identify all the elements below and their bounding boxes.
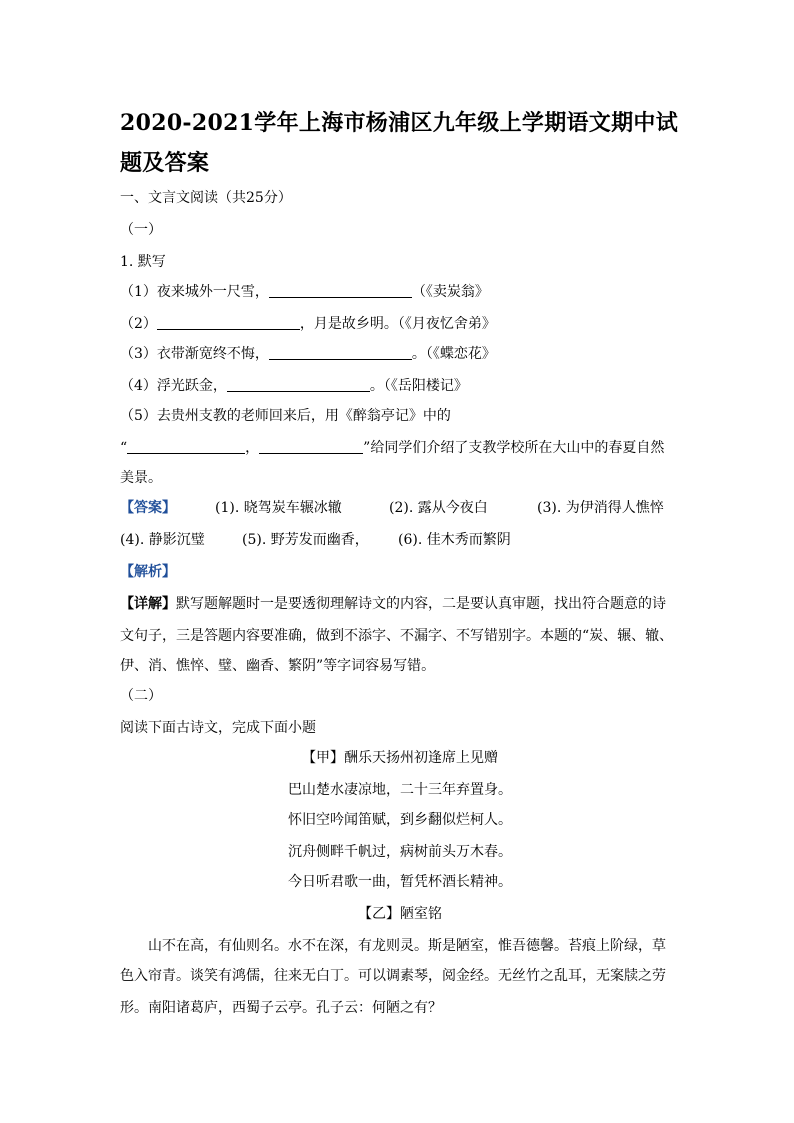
- answer-blank[interactable]: [259, 439, 363, 454]
- answer-blank[interactable]: [227, 377, 370, 392]
- dictation-item-4: [120, 376, 468, 396]
- poem-line: 沉舟侧畔千帆过，病树前头万木春。: [288, 844, 512, 860]
- essay-title: 【乙】陋室铭: [358, 906, 442, 922]
- answer-item: (2). 露从今夜白: [389, 500, 488, 516]
- item-suffix: 。（《岳阳楼记》: [369, 378, 468, 394]
- reading-prompt: 阅读下面古诗文，完成下面小题: [120, 720, 316, 736]
- poem-line: 巴山楚水凄凉地，二十三年弃置身。: [288, 782, 512, 798]
- item-suffix: 。（《蝶恋花》: [411, 346, 496, 362]
- poem-title: 【甲】酬乐天扬州初逢席上见赠: [302, 750, 498, 766]
- detail-line-3: 伊、消、憔悴、璧、幽香、繁阴”等字词容易写错。: [120, 658, 436, 674]
- answer-item: (1). 晓驾炭车辗冰辙: [215, 500, 342, 516]
- item-prefix: （2）: [120, 316, 157, 332]
- part-heading-2: （二）: [120, 688, 162, 704]
- item-suffix: （《卖炭翁》: [411, 284, 489, 300]
- quote-open: “: [120, 440, 128, 456]
- answer-item: (4). 静影沉璧: [120, 532, 205, 548]
- poem-line: 今日听君歌一曲，暂凭杯酒长精神。: [288, 874, 512, 890]
- item-prefix: （3）衣带渐宽终不悔，: [120, 346, 269, 362]
- detail-line-1: [120, 594, 666, 614]
- item-prefix: （1）夜来城外一尺雪，: [120, 284, 269, 300]
- analysis-label: 【解析】: [120, 564, 176, 580]
- detail-line-2: 文句子，三是答题内容要准确，做到不添字、不漏字、不写错别字。本题的“炭、辗、辙、: [120, 628, 674, 644]
- item-suffix: ”给同学们介绍了支教学校所在大山中的春夏自然: [363, 440, 665, 456]
- item-suffix: ，月是故乡明。（《月夜忆舍弟》: [299, 316, 496, 332]
- answer-blank[interactable]: [157, 315, 300, 330]
- dictation-item-5-blanks: [120, 438, 664, 458]
- answers-row-1: [120, 498, 664, 518]
- dictation-item-5-tail: 美景。: [120, 470, 162, 486]
- section-heading: 一、文言文阅读（共25分）: [120, 190, 292, 206]
- answer-item: (6). 佳木秀而繁阴: [398, 532, 511, 548]
- page-title: 2020-2021学年上海市杨浦区九年级上学期语文期中试题及答案: [120, 110, 678, 176]
- blank-separator: ，: [245, 440, 260, 456]
- essay-line: 形。南阳诸葛庐，西蜀子云亭。孔子云：何陋之有？: [120, 1000, 442, 1016]
- answer-item: (5). 野芳发而幽香，: [242, 532, 369, 548]
- essay-line: 色入帘青。谈笑有鸿儒，往来无白丁。可以调素琴，阅金经。无丝竹之乱耳，无案牍之劳: [120, 968, 666, 984]
- part-heading-1: （一）: [120, 222, 162, 238]
- dictation-item-2: [120, 314, 496, 334]
- detail-label: 【详解】: [120, 596, 176, 612]
- dictation-item-1: [120, 282, 489, 302]
- answer-blank[interactable]: [269, 345, 412, 360]
- dictation-item-3: [120, 344, 496, 364]
- dictation-item-5: （5）去贵州支教的老师回来后，用《醉翁亭记》中的: [120, 408, 451, 424]
- answers-row-2: [120, 530, 511, 550]
- question-heading: 1. 默写: [120, 254, 166, 270]
- answer-blank[interactable]: [269, 283, 412, 298]
- answer-item: (3). 为伊消得人憔悴: [537, 500, 664, 516]
- item-prefix: （4）浮光跃金，: [120, 378, 227, 394]
- answer-blank[interactable]: [127, 439, 245, 454]
- answer-label: 【答案】: [120, 500, 176, 516]
- poem-line: 怀旧空吟闻笛赋，到乡翻似烂柯人。: [288, 812, 512, 828]
- essay-line: 山不在高，有仙则名。水不在深，有龙则灵。斯是陋室，惟吾德馨。苔痕上阶绿，草: [148, 938, 666, 954]
- detail-text: 默写题解题时一是要透彻理解诗文的内容，二是要认真审题，找出符合题意的诗: [176, 596, 666, 612]
